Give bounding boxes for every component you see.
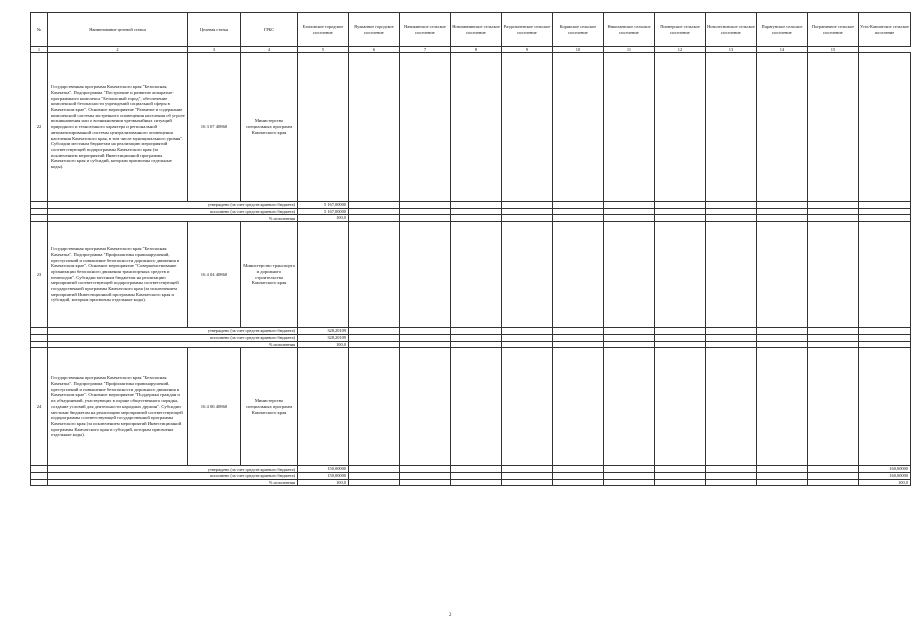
cell-empty: [400, 222, 451, 328]
col-number: 11: [604, 47, 655, 53]
cell-empty: [706, 222, 757, 328]
cell-empty: [502, 348, 553, 466]
cell-empty: [757, 53, 808, 202]
cell-empty: [31, 334, 48, 341]
cell-empty: [31, 202, 48, 209]
value-ust-kamchatskoe: 160,00000: [859, 472, 911, 479]
cell-empty: [757, 348, 808, 466]
subtotal-row: [31, 472, 911, 479]
col-number: 5: [298, 47, 349, 53]
value-ust-kamchatskoe: [859, 215, 911, 222]
col-number: 2: [48, 47, 188, 53]
approved-label: утверждено (за счет средств краевого бюджета): [48, 466, 298, 473]
value-elizovskoe: 5 167,00000: [298, 208, 349, 215]
subtotal-row: [31, 215, 911, 222]
cell-empty: [298, 348, 349, 466]
cell-empty: [31, 328, 48, 335]
value-elizovskoe: 328,20109: [298, 328, 349, 335]
row-number: 23: [31, 222, 48, 328]
col-number: 7: [400, 47, 451, 53]
cell-empty: [31, 472, 48, 479]
col-number: 6: [349, 47, 400, 53]
cell-empty: [859, 348, 911, 466]
cell-empty: [808, 348, 859, 466]
executed-label: исполнено (за счет средств краевого бюджета): [48, 208, 298, 215]
budget-table: [30, 12, 911, 486]
value-elizovskoe: 100,0: [298, 341, 349, 348]
col-header-nikolaevskoe: Николаевское сельское поселение: [604, 13, 655, 47]
grbs-name: Министерство транспорта и дорожного строительства Камчатского края: [241, 222, 298, 328]
col-number: 1: [31, 47, 48, 53]
percent-label: % исполнения: [48, 341, 298, 348]
value-ust-kamchatskoe: [859, 341, 911, 348]
col-number: 4: [241, 47, 298, 53]
cell-empty: [757, 222, 808, 328]
col-number: 9: [502, 47, 553, 53]
cell-empty: [553, 222, 604, 328]
target-article-code: 16 4 04 40860: [188, 222, 241, 328]
cell-empty: [31, 466, 48, 473]
approved-label: утверждено (за счет средств краевого бюджета): [48, 328, 298, 335]
value-elizovskoe: 5 167,00000: [298, 202, 349, 209]
col-header-razdolnenskoe: Раздольненское сельское поселение: [502, 13, 553, 47]
cell-empty: [808, 222, 859, 328]
value-elizovskoe: 150,00000: [298, 472, 349, 479]
subtotal-row: [31, 334, 911, 341]
header-row: [31, 13, 911, 47]
cell-empty: [31, 215, 48, 222]
cell-empty: [298, 53, 349, 202]
col-number: 15: [808, 47, 859, 53]
cell-empty: [451, 222, 502, 328]
col-header-grbs: ГРБС: [241, 13, 298, 47]
cell-empty: [298, 222, 349, 328]
value-elizovskoe: 100,0: [298, 215, 349, 222]
subtotal-row: [31, 341, 911, 348]
cell-empty: [553, 348, 604, 466]
subtotal-row: [31, 328, 911, 335]
cell-empty: [400, 348, 451, 466]
value-elizovskoe: 150,00000: [298, 466, 349, 473]
table-row: [31, 222, 911, 328]
target-article-code: 16 3 07 40860: [188, 53, 241, 202]
value-ust-kamchatskoe: [859, 328, 911, 335]
col-number: 10: [553, 47, 604, 53]
subtotal-row: [31, 208, 911, 215]
cell-empty: [31, 208, 48, 215]
cell-empty: [859, 53, 911, 202]
cell-empty: [349, 53, 400, 202]
col-number: 8: [451, 47, 502, 53]
subtotal-row: [31, 202, 911, 209]
col-number: 13: [706, 47, 757, 53]
page-number: 2: [449, 613, 452, 618]
value-elizovskoe: 100,0: [298, 479, 349, 486]
col-header-code: Целевая статья: [188, 13, 241, 47]
target-article-code: 16 4 06 40860: [188, 348, 241, 466]
cell-empty: [31, 341, 48, 348]
cell-empty: [502, 222, 553, 328]
cell-empty: [553, 53, 604, 202]
percent-label: % исполнения: [48, 479, 298, 486]
col-number: 12: [655, 47, 706, 53]
executed-label: исполнено (за счет средств краевого бюджета): [48, 334, 298, 341]
cell-empty: [655, 53, 706, 202]
percent-label: % исполнения: [48, 215, 298, 222]
value-ust-kamchatskoe: [859, 208, 911, 215]
row-number: 24: [31, 348, 48, 466]
cell-empty: [655, 348, 706, 466]
cell-empty: [604, 348, 655, 466]
col-header-paratunskoe: Паратунское сельское поселение: [757, 13, 808, 47]
col-number: 14: [757, 47, 808, 53]
value-elizovskoe: 328,20109: [298, 334, 349, 341]
grbs-name: Министерство специальных программ Камчатского края: [241, 53, 298, 202]
col-header-nachikinskoe: Начикинское сельское поселение: [400, 13, 451, 47]
cell-empty: [706, 348, 757, 466]
target-article-name: Государственная программа Камчатского края "Безопасная Камчатка". Подпрограмма "Построение и развитие аппаратно-программного комплекса "Безопасный город", обеспечение комплексной безопасности учреждений социальной сферы в Камчатском крае". Основное мероприятие "Развитие и содержание комплексной системы экстренного оповещения населения об угрозе возникновения или о возникновении чрезвычайных ситуаций природного и техногенного характера и региональной автоматизированной системы централизованного оповещения населения Камчатского края, в том числе муниципального уровня". Субсидии местным бюджетам на реализацию мероприятий соответствующей подпрограммы Камчатского края (за исключением мероприятий Инвестиционной программы Камчатского края и субсидий, которым присвоены отдельные коды).: [48, 53, 188, 202]
cell-empty: [859, 222, 911, 328]
target-article-name: Государственная программа Камчатского края "Безопасная Камчатка". Подпрограмма "Профилактика правонарушений, преступлений и повышение безопасности дорожного движения в Камчатском крае". Основное мероприятие "Поддержка граждан и их объединений, участвующих в охране общественного порядка, создание условий для деятельности народных дружин". Субсидии местным бюджетам на реализацию мероприятий соответствующей подпрограммы соответствующей государственной программы Камчатского края (за исключением мероприятий Инвестиционной программы Камчатского края и субсидий, которым присвоены отдельные коды).: [48, 348, 188, 466]
cell-empty: [400, 53, 451, 202]
grbs-name: Министерство специальных программ Камчатского края: [241, 348, 298, 466]
col-header-number: №: [31, 13, 48, 47]
cell-empty: [349, 222, 400, 328]
col-header-ust-kamchatskoe: Усть-Камчатское сельское поселение: [859, 13, 911, 47]
col-header-name: Наименование целевой статьи: [48, 13, 188, 47]
col-number: 3: [188, 47, 241, 53]
table-row: [31, 53, 911, 202]
table-row: [31, 348, 911, 466]
executed-label: исполнено (за счет средств краевого бюджета): [48, 472, 298, 479]
cell-empty: [706, 53, 757, 202]
col-header-elizovskoe: Елизовское городское поселение: [298, 13, 349, 47]
subtotal-row: [31, 466, 911, 473]
cell-empty: [604, 222, 655, 328]
col-header-koryakskoe: Корякское сельское поселение: [553, 13, 604, 47]
value-ust-kamchatskoe: 160,00000: [859, 466, 911, 473]
cell-empty: [451, 348, 502, 466]
cell-empty: [808, 53, 859, 202]
cell-empty: [502, 53, 553, 202]
value-ust-kamchatskoe: [859, 202, 911, 209]
value-ust-kamchatskoe: [859, 334, 911, 341]
cell-empty: [451, 53, 502, 202]
cell-empty: [604, 53, 655, 202]
col-header-vulkannoe: Вулканное городское поселение: [349, 13, 400, 47]
value-ust-kamchatskoe: 100,0: [859, 479, 911, 486]
approved-label: утверждено (за счет средств краевого бюджета): [48, 202, 298, 209]
target-article-name: Государственная программа Камчатского края "Безопасная Камчатка". Подпрограмма "Профилактика правонарушений, преступлений и повышение безопасности дорожного движения в Камчатском крае". Основное мероприятие "Совершенствование организации безопасного движения транспортных средств и пешеходов". Субсидии местным бюджетам на реализацию мероприятий соответствующей подпрограммы соответствующей государственной программы Камчатского края (за исключением мероприятий Инвестиционной программы Камчатского края и субсидий, которым присвоены отдельные коды).: [48, 222, 188, 328]
cell-empty: [31, 479, 48, 486]
cell-empty: [655, 222, 706, 328]
cell-empty: [349, 348, 400, 466]
col-header-novoavachinskoe: Новоавачинское сельское поселение: [451, 13, 502, 47]
col-header-novolesnovskoe: Новолесновское сельское поселение: [706, 13, 757, 47]
subtotal-row: [31, 479, 911, 486]
row-number: 22: [31, 53, 48, 202]
col-header-pionerskoe: Пионерское сельское поселение: [655, 13, 706, 47]
col-header-pogranichnoe: Пограничное сельское поселение: [808, 13, 859, 47]
budget-table-sheet: [30, 12, 909, 486]
